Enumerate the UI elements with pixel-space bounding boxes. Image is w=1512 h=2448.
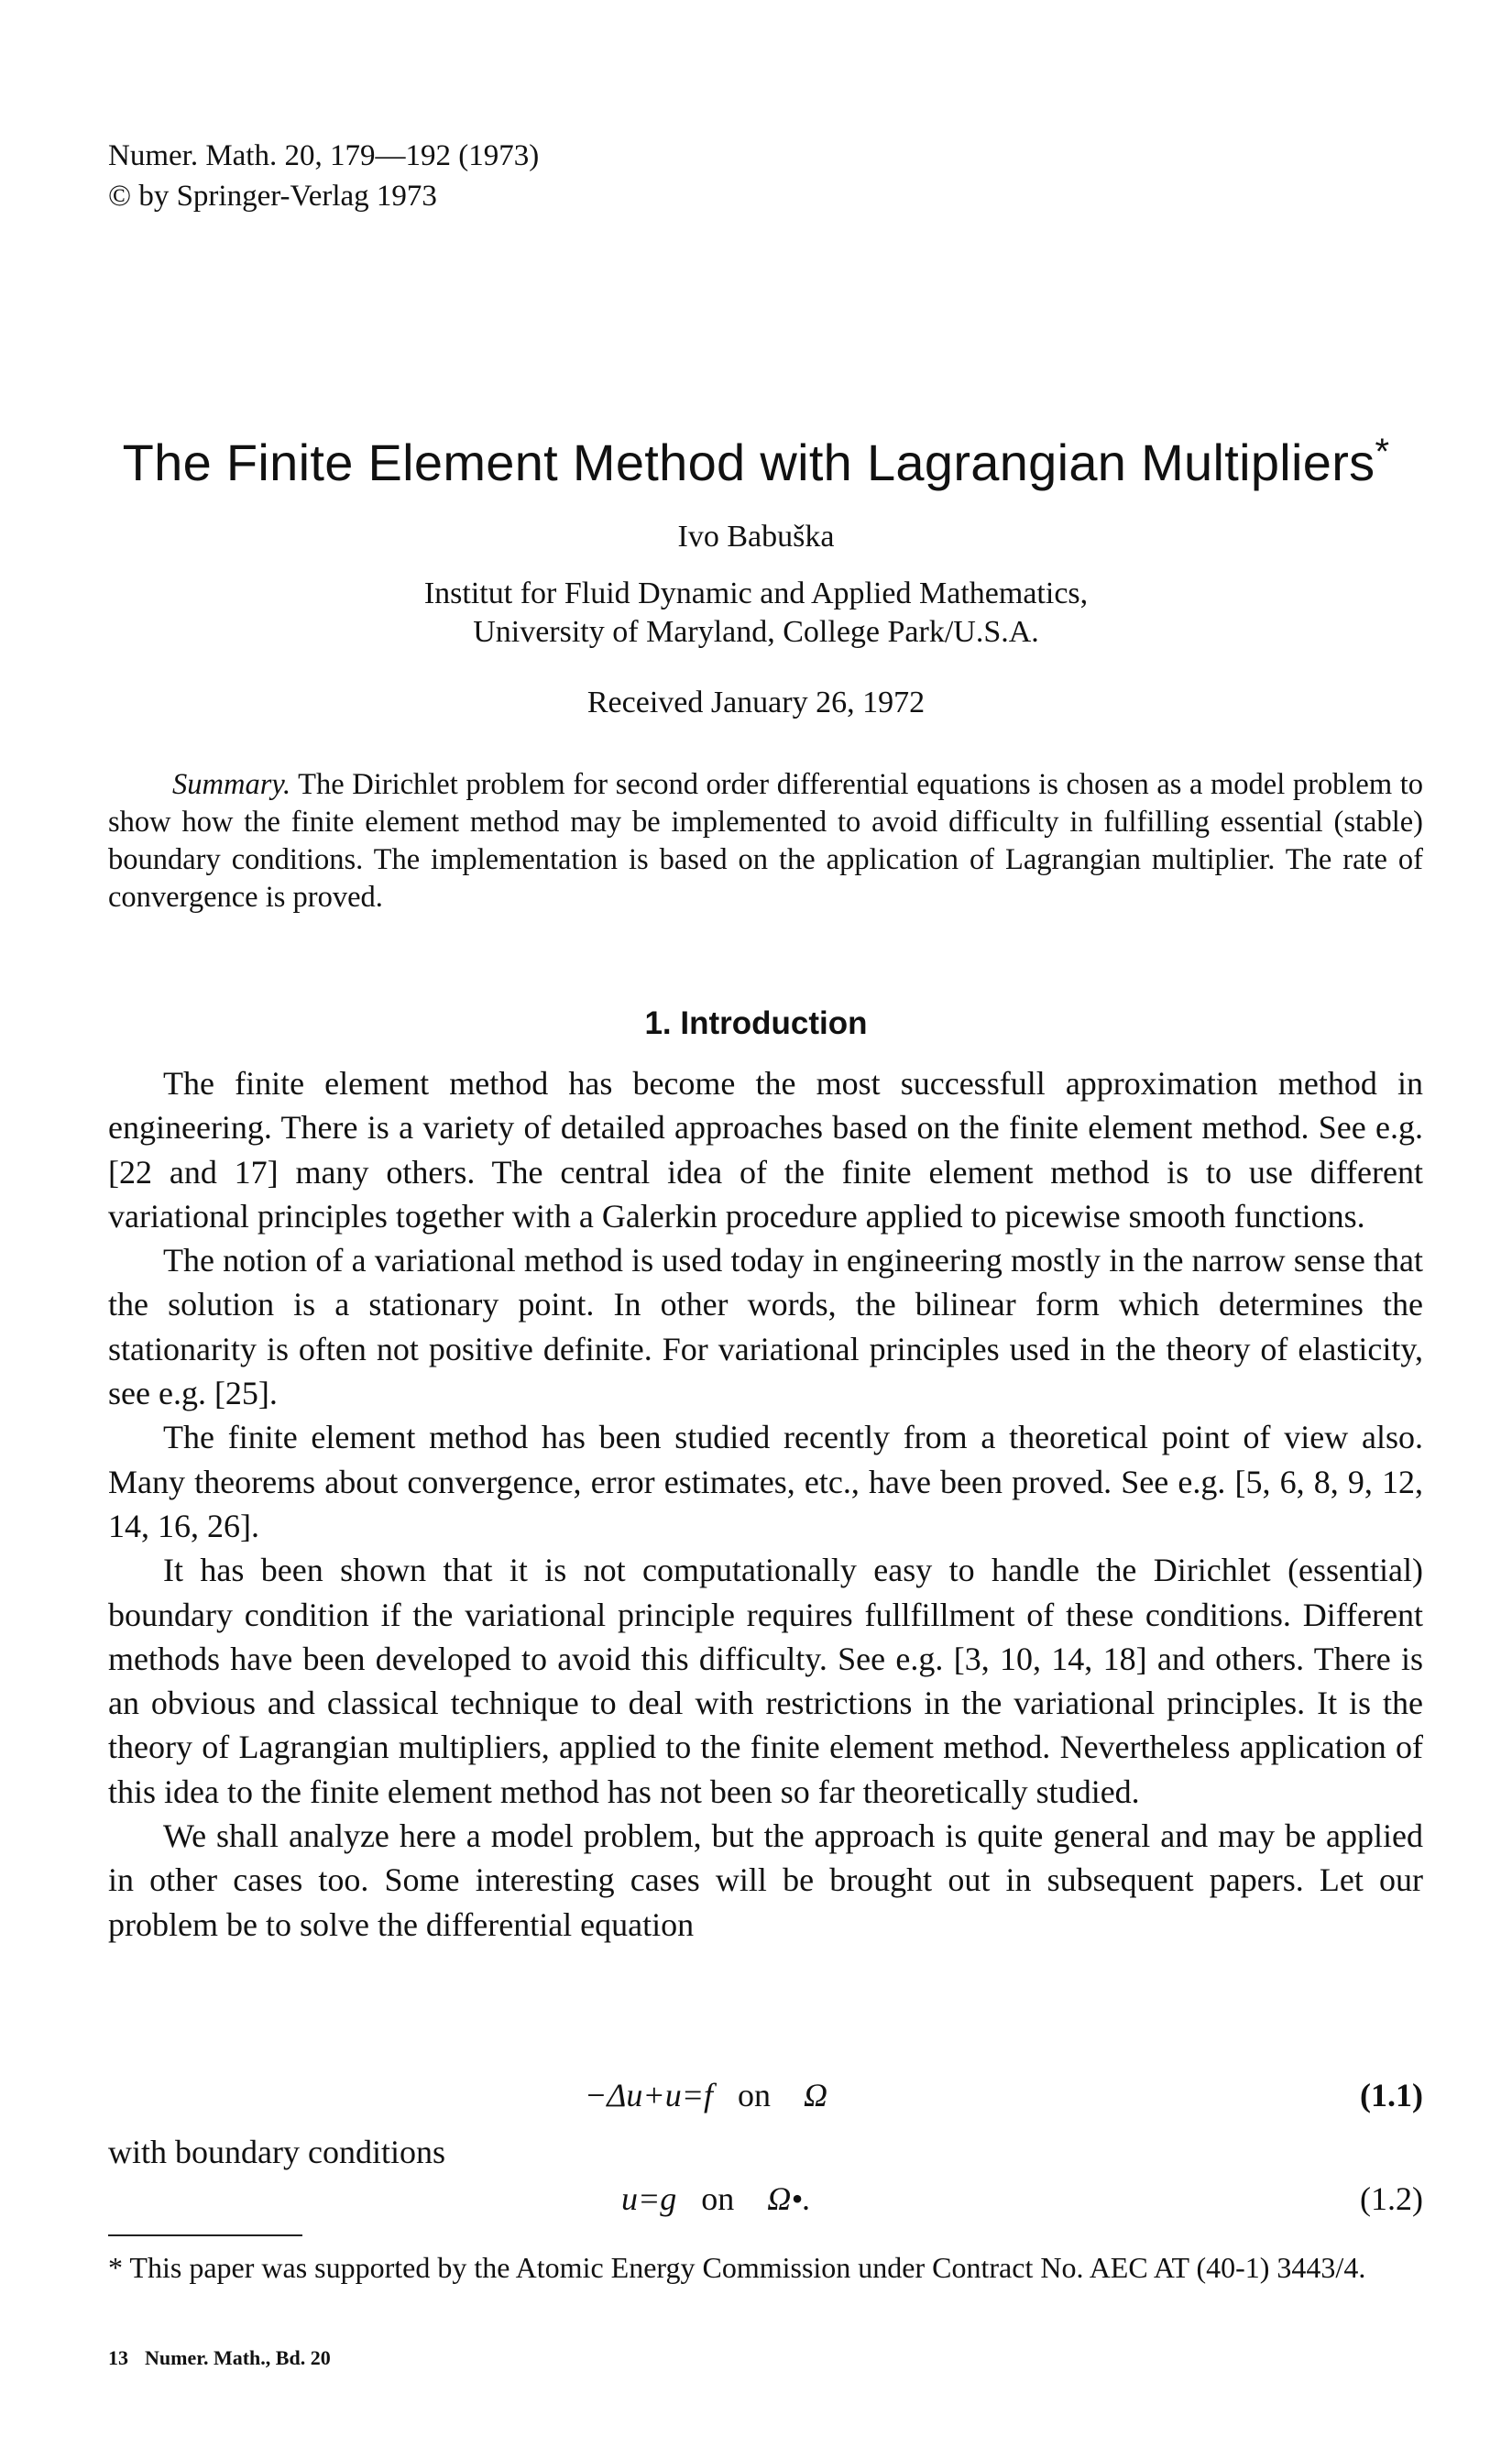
paragraph: It has been shown that it is not computationally easy to handle the Dirichlet (essential) boundary condition if the variational principle requires fullfillment of these conditions. Different methods have been developed to avoid this difficulty. See e.g. [3, 10, 14, 18] and others. There is an obvious and classical technique to deal with restrictions in the variational principles. It is the theory of Lagrangian multipliers, applied to the finite element method. Nevertheless application of this idea to the finite element method has not been so far theoretically studied. [108, 1552, 1423, 1810]
page-footer [108, 2344, 347, 2372]
paragraph: The finite element method has become the most successfull approximation method in engineering. There is a variety of detailed approaches based on the finite element method. See e.g. [22 and 17] many others. The central idea of the finite element method is to use different variational principles together with a Galerkin procedure applied to picewise smooth functions. [108, 1065, 1423, 1235]
summary-label: Summary. [172, 768, 291, 801]
paragraph: The notion of a variational method is used today in engineering mostly in the narrow sense that the solution is a stationary point. In other words, the bilinear form which determines the stationarity is often not positive definite. For variational principles used in the theory of elasticity, see e.g. [25]. [108, 1242, 1423, 1412]
received-date: Received January 26, 1972 [586, 686, 926, 719]
equation-1-2 [621, 2178, 811, 2220]
footer-journal: Numer. Math., Bd. 20 [145, 2346, 331, 2369]
signature-number: 13 [108, 2346, 128, 2369]
paper-title-text: The Finite Element Method with Lagrangian Multipliers [122, 434, 1375, 491]
summary-text: The Dirichlet problem for second order differential equations is chosen as a model problem to show how the finite element method may be implemented to avoid difficulty in fulfilling essential (stable) boundary conditions. The implementation is based on the application of Lagrangian multiplier. The rate of convergence is proved. [108, 768, 1423, 914]
section-heading-introduction: 1. Introduction [644, 1005, 868, 1041]
equation-1-2-on: on [701, 2180, 735, 2217]
equation-1-2-expression: u=g [621, 2180, 677, 2217]
author-name: Ivo Babuška [677, 520, 835, 554]
journal-citation: Numer. Math. 20, 179—192 (1973) [108, 139, 540, 172]
equation-number-1-1: (1.1) [1360, 2077, 1423, 2113]
equation-number-1-2: (1.2) [1360, 2180, 1423, 2217]
affiliation-line-2: University of Maryland, College Park/U.S.A. [473, 615, 1039, 649]
boundary-conditions-text: with boundary conditions [108, 2134, 445, 2170]
equation-1-1-on: on [738, 2077, 772, 2113]
affiliation-line-1: Institut for Fluid Dynamic and Applied Mathematics, [423, 576, 1089, 610]
paragraph: We shall analyze here a model problem, but the approach is quite general and may be applied in other cases too. Some interesting cases will be brought out in subsequent papers. Let our problem be to solve the differential equation [108, 1817, 1423, 1943]
author-affiliation [0, 575, 1512, 652]
paragraph: The finite element method has been studied recently from a theoretical point of view also. Many theorems about convergence, error estimates, etc., have been proved. See e.g. [5, 6, 8, 9, 12, 14, 16, 26]. [108, 1419, 1423, 1544]
copyright-line: © by Springer-Verlag 1973 [108, 180, 437, 213]
equation-1-1-expression: −Δu+u=f [585, 2077, 714, 2113]
equation-1-2-domain: Ω•. [767, 2180, 811, 2217]
summary-block [108, 766, 1423, 917]
introduction-body [108, 1061, 1423, 1947]
equation-1-1 [585, 2074, 827, 2116]
footnote-divider [108, 2234, 302, 2236]
footnote: * This paper was supported by the Atomic Energy Commission under Contract No. AEC AT (40-1) 3443/4. [108, 2251, 1366, 2284]
title-footnote-marker: * [1375, 432, 1390, 472]
journal-header [108, 136, 539, 216]
equation-1-1-domain: Ω [804, 2077, 828, 2113]
paper-title [0, 420, 1512, 495]
